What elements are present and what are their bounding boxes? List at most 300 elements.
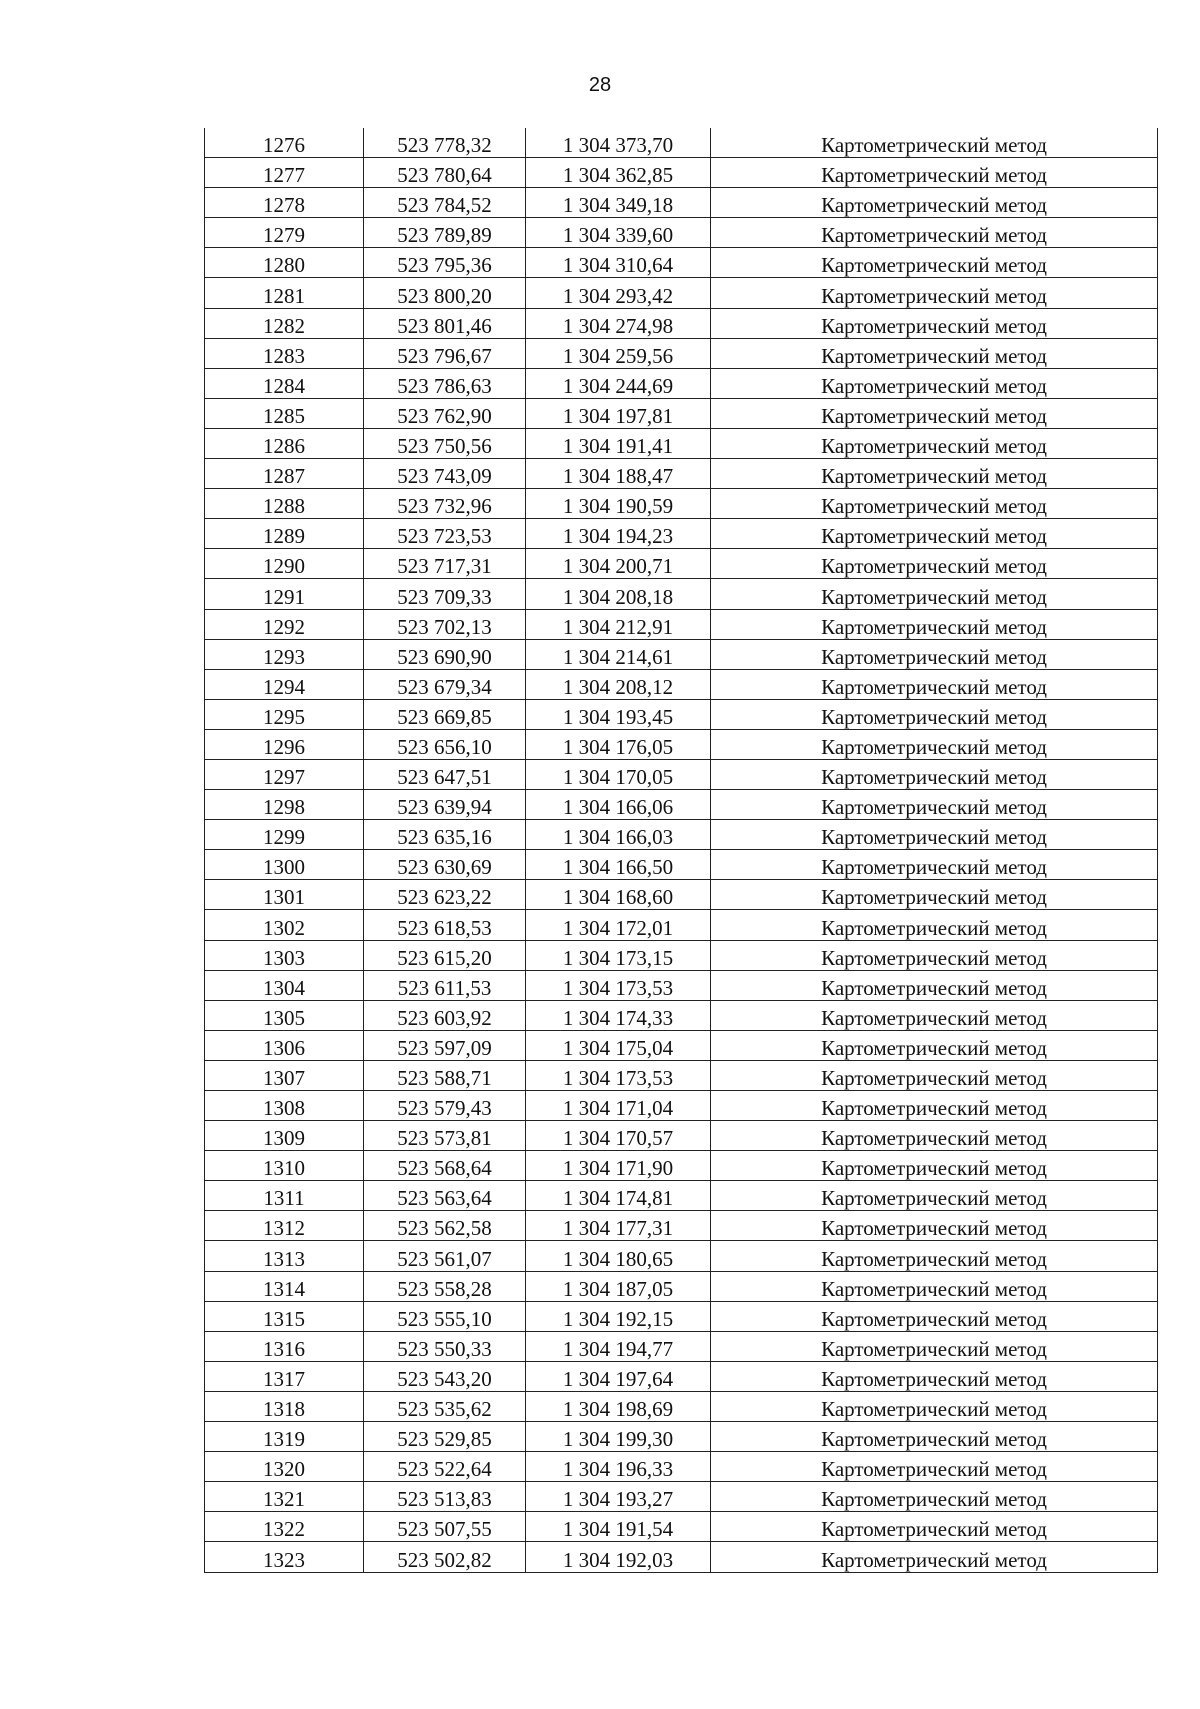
x-coordinate-text: 523 618,53 bbox=[397, 915, 492, 940]
point-number-text: 1305 bbox=[263, 1005, 305, 1030]
x-coordinate-text: 523 573,81 bbox=[397, 1126, 492, 1151]
x-coordinate-text: 523 732,96 bbox=[397, 494, 492, 519]
method-cell bbox=[711, 729, 1158, 759]
method-text: Картометрический метод bbox=[821, 1246, 1047, 1271]
y-coordinate-text: 1 304 214,61 bbox=[562, 644, 674, 669]
method-cell bbox=[711, 1030, 1158, 1060]
y-coordinate-text: 1 304 166,03 bbox=[562, 825, 674, 850]
point-number-text: 1298 bbox=[263, 795, 305, 820]
y-coordinate-text: 1 304 190,59 bbox=[562, 494, 674, 519]
x-coordinate-cell bbox=[364, 970, 526, 1000]
point-number-cell bbox=[205, 188, 364, 218]
y-coordinate-cell bbox=[526, 519, 711, 549]
table-row bbox=[205, 158, 1158, 188]
y-coordinate-cell bbox=[526, 308, 711, 338]
x-coordinate-cell bbox=[364, 579, 526, 609]
point-number-cell bbox=[205, 549, 364, 579]
table-row bbox=[205, 609, 1158, 639]
table-row bbox=[205, 729, 1158, 759]
method-text: Картометрический метод bbox=[821, 1487, 1047, 1512]
y-coordinate-cell bbox=[526, 1542, 711, 1572]
point-number-text: 1294 bbox=[263, 674, 305, 699]
y-coordinate-cell bbox=[526, 188, 711, 218]
point-number-text: 1284 bbox=[263, 373, 305, 398]
point-number-text: 1302 bbox=[263, 915, 305, 940]
method-cell bbox=[711, 1301, 1158, 1331]
point-number-cell bbox=[205, 428, 364, 458]
point-number-cell bbox=[205, 1091, 364, 1121]
x-coordinate-text: 523 579,43 bbox=[397, 1096, 492, 1121]
x-coordinate-text: 523 750,56 bbox=[397, 434, 492, 459]
point-number-cell bbox=[205, 489, 364, 519]
x-coordinate-cell bbox=[364, 1181, 526, 1211]
point-number-cell bbox=[205, 639, 364, 669]
point-number-cell bbox=[205, 1000, 364, 1030]
point-number-text: 1281 bbox=[263, 283, 305, 308]
method-text: Картометрический метод bbox=[821, 704, 1047, 729]
y-coordinate-text: 1 304 339,60 bbox=[562, 223, 674, 248]
y-coordinate-text: 1 304 193,45 bbox=[562, 704, 674, 729]
method-text: Картометрический метод bbox=[821, 1276, 1047, 1301]
y-coordinate-cell bbox=[526, 1211, 711, 1241]
y-coordinate-text: 1 304 362,85 bbox=[562, 163, 674, 188]
x-coordinate-text: 523 603,92 bbox=[397, 1005, 492, 1030]
x-coordinate-cell bbox=[364, 729, 526, 759]
point-number-text: 1280 bbox=[263, 253, 305, 278]
method-cell bbox=[711, 1391, 1158, 1421]
point-number-text: 1299 bbox=[263, 825, 305, 850]
y-coordinate-cell bbox=[526, 669, 711, 699]
table-row bbox=[205, 1301, 1158, 1331]
method-text: Картометрический метод bbox=[821, 133, 1047, 158]
point-number-text: 1314 bbox=[263, 1276, 305, 1301]
point-number-text: 1312 bbox=[263, 1216, 305, 1241]
method-text: Картометрический метод bbox=[821, 1336, 1047, 1361]
y-coordinate-text: 1 304 188,47 bbox=[562, 464, 674, 489]
method-cell bbox=[711, 820, 1158, 850]
y-coordinate-cell bbox=[526, 549, 711, 579]
x-coordinate-text: 523 743,09 bbox=[397, 464, 492, 489]
method-cell bbox=[711, 970, 1158, 1000]
x-coordinate-cell bbox=[364, 368, 526, 398]
method-cell bbox=[711, 1181, 1158, 1211]
table-row bbox=[205, 970, 1158, 1000]
method-text: Картометрический метод bbox=[821, 524, 1047, 549]
point-number-cell bbox=[205, 1512, 364, 1542]
y-coordinate-cell bbox=[526, 1512, 711, 1542]
method-text: Картометрический метод bbox=[821, 1005, 1047, 1030]
method-cell bbox=[711, 1512, 1158, 1542]
y-coordinate-cell bbox=[526, 759, 711, 789]
y-coordinate-text: 1 304 192,15 bbox=[562, 1306, 674, 1331]
x-coordinate-text: 523 635,16 bbox=[397, 825, 492, 850]
y-coordinate-cell bbox=[526, 278, 711, 308]
x-coordinate-text: 523 656,10 bbox=[397, 734, 492, 759]
x-coordinate-cell bbox=[364, 459, 526, 489]
x-coordinate-text: 523 535,62 bbox=[397, 1397, 492, 1422]
point-number-text: 1293 bbox=[263, 644, 305, 669]
y-coordinate-text: 1 304 196,33 bbox=[562, 1457, 674, 1482]
point-number-cell bbox=[205, 1301, 364, 1331]
point-number-text: 1300 bbox=[263, 855, 305, 880]
y-coordinate-text: 1 304 180,65 bbox=[562, 1246, 674, 1271]
method-text: Картометрический метод bbox=[821, 1126, 1047, 1151]
y-coordinate-cell bbox=[526, 218, 711, 248]
point-number-cell bbox=[205, 1361, 364, 1391]
table-row bbox=[205, 1091, 1158, 1121]
x-coordinate-cell bbox=[364, 1271, 526, 1301]
x-coordinate-text: 523 669,85 bbox=[397, 704, 492, 729]
method-text: Картометрический метод bbox=[821, 915, 1047, 940]
x-coordinate-text: 523 623,22 bbox=[397, 885, 492, 910]
method-text: Картометрический метод bbox=[821, 885, 1047, 910]
y-coordinate-cell bbox=[526, 1030, 711, 1060]
x-coordinate-text: 523 630,69 bbox=[397, 855, 492, 880]
x-coordinate-text: 523 780,64 bbox=[397, 163, 492, 188]
coordinates-table-body bbox=[205, 128, 1158, 1572]
method-cell bbox=[711, 1452, 1158, 1482]
point-number-cell bbox=[205, 970, 364, 1000]
x-coordinate-cell bbox=[364, 940, 526, 970]
y-coordinate-cell bbox=[526, 248, 711, 278]
x-coordinate-text: 523 562,58 bbox=[397, 1216, 492, 1241]
method-text: Картометрический метод bbox=[821, 1096, 1047, 1121]
y-coordinate-cell bbox=[526, 729, 711, 759]
method-cell bbox=[711, 428, 1158, 458]
y-coordinate-text: 1 304 173,53 bbox=[562, 975, 674, 1000]
y-coordinate-cell bbox=[526, 428, 711, 458]
y-coordinate-text: 1 304 293,42 bbox=[562, 283, 674, 308]
method-cell bbox=[711, 910, 1158, 940]
point-number-cell bbox=[205, 790, 364, 820]
y-coordinate-cell bbox=[526, 1060, 711, 1090]
y-coordinate-text: 1 304 208,18 bbox=[562, 584, 674, 609]
y-coordinate-cell bbox=[526, 1301, 711, 1331]
method-cell bbox=[711, 850, 1158, 880]
table-row bbox=[205, 940, 1158, 970]
y-coordinate-text: 1 304 197,64 bbox=[562, 1366, 674, 1391]
x-coordinate-cell bbox=[364, 398, 526, 428]
x-coordinate-cell bbox=[364, 669, 526, 699]
x-coordinate-cell bbox=[364, 1542, 526, 1572]
y-coordinate-cell bbox=[526, 1391, 711, 1421]
method-text: Картометрический метод bbox=[821, 283, 1047, 308]
y-coordinate-cell bbox=[526, 1181, 711, 1211]
method-text: Картометрический метод bbox=[821, 1186, 1047, 1211]
point-number-text: 1279 bbox=[263, 223, 305, 248]
y-coordinate-cell bbox=[526, 910, 711, 940]
x-coordinate-text: 523 709,33 bbox=[397, 584, 492, 609]
method-cell bbox=[711, 790, 1158, 820]
x-coordinate-text: 523 611,53 bbox=[397, 975, 492, 1000]
x-coordinate-cell bbox=[364, 699, 526, 729]
point-number-cell bbox=[205, 1151, 364, 1181]
x-coordinate-text: 523 801,46 bbox=[397, 313, 492, 338]
method-text: Картометрический метод bbox=[821, 975, 1047, 1000]
point-number-cell bbox=[205, 759, 364, 789]
point-number-text: 1317 bbox=[263, 1366, 305, 1391]
y-coordinate-cell bbox=[526, 579, 711, 609]
y-coordinate-text: 1 304 194,77 bbox=[562, 1336, 674, 1361]
y-coordinate-text: 1 304 192,03 bbox=[562, 1547, 674, 1572]
method-text: Картометрический метод bbox=[821, 253, 1047, 278]
point-number-cell bbox=[205, 459, 364, 489]
x-coordinate-cell bbox=[364, 1241, 526, 1271]
x-coordinate-cell bbox=[364, 1151, 526, 1181]
method-cell bbox=[711, 699, 1158, 729]
table-row bbox=[205, 1331, 1158, 1361]
x-coordinate-cell bbox=[364, 820, 526, 850]
method-cell bbox=[711, 188, 1158, 218]
y-coordinate-text: 1 304 166,50 bbox=[562, 855, 674, 880]
x-coordinate-cell bbox=[364, 1512, 526, 1542]
y-coordinate-text: 1 304 176,05 bbox=[562, 734, 674, 759]
point-number-text: 1304 bbox=[263, 975, 305, 1000]
point-number-cell bbox=[205, 1271, 364, 1301]
y-coordinate-cell bbox=[526, 639, 711, 669]
method-cell bbox=[711, 519, 1158, 549]
method-cell bbox=[711, 639, 1158, 669]
x-coordinate-text: 523 568,64 bbox=[397, 1156, 492, 1181]
y-coordinate-cell bbox=[526, 338, 711, 368]
y-coordinate-text: 1 304 174,81 bbox=[562, 1186, 674, 1211]
x-coordinate-text: 523 796,67 bbox=[397, 343, 492, 368]
table-row bbox=[205, 1000, 1158, 1030]
point-number-text: 1307 bbox=[263, 1066, 305, 1090]
point-number-cell bbox=[205, 910, 364, 940]
y-coordinate-text: 1 304 194,23 bbox=[562, 524, 674, 549]
method-text: Картометрический метод bbox=[821, 373, 1047, 398]
method-text: Картометрический метод bbox=[821, 825, 1047, 850]
y-coordinate-cell bbox=[526, 699, 711, 729]
x-coordinate-text: 523 778,32 bbox=[397, 133, 492, 158]
x-coordinate-cell bbox=[364, 850, 526, 880]
method-cell bbox=[711, 940, 1158, 970]
method-text: Картометрический метод bbox=[821, 1035, 1047, 1060]
y-coordinate-text: 1 304 373,70 bbox=[562, 133, 674, 158]
x-coordinate-cell bbox=[364, 1060, 526, 1090]
y-coordinate-text: 1 304 212,91 bbox=[562, 614, 674, 639]
y-coordinate-text: 1 304 175,04 bbox=[562, 1035, 674, 1060]
y-coordinate-text: 1 304 172,01 bbox=[562, 915, 674, 940]
y-coordinate-text: 1 304 198,69 bbox=[562, 1397, 674, 1422]
point-number-cell bbox=[205, 1452, 364, 1482]
method-cell bbox=[711, 489, 1158, 519]
point-number-cell bbox=[205, 1542, 364, 1572]
y-coordinate-text: 1 304 166,06 bbox=[562, 795, 674, 820]
x-coordinate-text: 523 789,89 bbox=[397, 223, 492, 248]
y-coordinate-text: 1 304 170,05 bbox=[562, 765, 674, 790]
x-coordinate-cell bbox=[364, 549, 526, 579]
y-coordinate-text: 1 304 171,90 bbox=[562, 1156, 674, 1181]
x-coordinate-cell bbox=[364, 308, 526, 338]
y-coordinate-cell bbox=[526, 850, 711, 880]
point-number-cell bbox=[205, 248, 364, 278]
method-cell bbox=[711, 1482, 1158, 1512]
x-coordinate-text: 523 800,20 bbox=[397, 283, 492, 308]
method-cell bbox=[711, 398, 1158, 428]
method-cell bbox=[711, 549, 1158, 579]
x-coordinate-text: 523 543,20 bbox=[397, 1366, 492, 1391]
point-number-text: 1303 bbox=[263, 945, 305, 970]
point-number-cell bbox=[205, 1121, 364, 1151]
point-number-cell bbox=[205, 1060, 364, 1090]
table-row bbox=[205, 1361, 1158, 1391]
x-coordinate-cell bbox=[364, 1030, 526, 1060]
point-number-cell bbox=[205, 1331, 364, 1361]
table-row bbox=[205, 188, 1158, 218]
point-number-cell bbox=[205, 218, 364, 248]
method-cell bbox=[711, 880, 1158, 910]
table-row bbox=[205, 549, 1158, 579]
table-row bbox=[205, 1151, 1158, 1181]
y-coordinate-text: 1 304 168,60 bbox=[562, 885, 674, 910]
x-coordinate-text: 523 702,13 bbox=[397, 614, 492, 639]
table-row bbox=[205, 1030, 1158, 1060]
method-text: Картометрический метод bbox=[821, 1427, 1047, 1452]
table-row bbox=[205, 759, 1158, 789]
method-text: Картометрический метод bbox=[821, 795, 1047, 820]
x-coordinate-cell bbox=[364, 1331, 526, 1361]
x-coordinate-text: 523 558,28 bbox=[397, 1276, 492, 1301]
x-coordinate-cell bbox=[364, 489, 526, 519]
method-cell bbox=[711, 128, 1158, 158]
method-text: Картометрический метод bbox=[821, 494, 1047, 519]
x-coordinate-text: 523 555,10 bbox=[397, 1306, 492, 1331]
x-coordinate-cell bbox=[364, 1391, 526, 1421]
y-coordinate-cell bbox=[526, 1241, 711, 1271]
y-coordinate-text: 1 304 191,54 bbox=[562, 1517, 674, 1542]
method-cell bbox=[711, 669, 1158, 699]
method-text: Картометрический метод bbox=[821, 1547, 1047, 1572]
y-coordinate-text: 1 304 171,04 bbox=[562, 1096, 674, 1121]
point-number-text: 1323 bbox=[263, 1547, 305, 1572]
method-text: Картометрический метод bbox=[821, 1216, 1047, 1241]
method-cell bbox=[711, 459, 1158, 489]
y-coordinate-cell bbox=[526, 820, 711, 850]
y-coordinate-cell bbox=[526, 940, 711, 970]
x-coordinate-cell bbox=[364, 158, 526, 188]
table-row bbox=[205, 128, 1158, 158]
table-row bbox=[205, 1542, 1158, 1572]
table-row bbox=[205, 1181, 1158, 1211]
method-cell bbox=[711, 1422, 1158, 1452]
point-number-cell bbox=[205, 1181, 364, 1211]
x-coordinate-cell bbox=[364, 759, 526, 789]
method-text: Картометрический метод bbox=[821, 403, 1047, 428]
y-coordinate-text: 1 304 200,71 bbox=[562, 554, 674, 579]
y-coordinate-cell bbox=[526, 158, 711, 188]
y-coordinate-text: 1 304 193,27 bbox=[562, 1487, 674, 1512]
table-row bbox=[205, 218, 1158, 248]
point-number-cell bbox=[205, 128, 364, 158]
x-coordinate-text: 523 507,55 bbox=[397, 1517, 492, 1542]
method-text: Картометрический метод bbox=[821, 1066, 1047, 1090]
y-coordinate-text: 1 304 310,64 bbox=[562, 253, 674, 278]
table-row bbox=[205, 1241, 1158, 1271]
x-coordinate-text: 523 647,51 bbox=[397, 765, 492, 790]
y-coordinate-cell bbox=[526, 1361, 711, 1391]
table-row bbox=[205, 1422, 1158, 1452]
table-row bbox=[205, 880, 1158, 910]
y-coordinate-cell bbox=[526, 1452, 711, 1482]
x-coordinate-text: 523 615,20 bbox=[397, 945, 492, 970]
method-text: Картометрический метод bbox=[821, 734, 1047, 759]
x-coordinate-text: 523 679,34 bbox=[397, 674, 492, 699]
table-row bbox=[205, 1271, 1158, 1301]
method-text: Картометрический метод bbox=[821, 163, 1047, 188]
point-number-cell bbox=[205, 338, 364, 368]
y-coordinate-text: 1 304 177,31 bbox=[562, 1216, 674, 1241]
table-row bbox=[205, 1482, 1158, 1512]
x-coordinate-cell bbox=[364, 338, 526, 368]
y-coordinate-cell bbox=[526, 1151, 711, 1181]
y-coordinate-cell bbox=[526, 398, 711, 428]
method-cell bbox=[711, 1060, 1158, 1090]
y-coordinate-text: 1 304 173,53 bbox=[562, 1066, 674, 1090]
method-cell bbox=[711, 759, 1158, 789]
y-coordinate-cell bbox=[526, 1331, 711, 1361]
y-coordinate-cell bbox=[526, 368, 711, 398]
point-number-text: 1283 bbox=[263, 343, 305, 368]
y-coordinate-cell bbox=[526, 1121, 711, 1151]
y-coordinate-cell bbox=[526, 970, 711, 1000]
x-coordinate-text: 523 762,90 bbox=[397, 403, 492, 428]
method-cell bbox=[711, 1271, 1158, 1301]
x-coordinate-cell bbox=[364, 248, 526, 278]
x-coordinate-text: 523 717,31 bbox=[397, 554, 492, 579]
point-number-text: 1295 bbox=[263, 704, 305, 729]
method-cell bbox=[711, 1091, 1158, 1121]
point-number-cell bbox=[205, 940, 364, 970]
point-number-text: 1286 bbox=[263, 434, 305, 459]
method-cell bbox=[711, 1151, 1158, 1181]
method-text: Картометрический метод bbox=[821, 945, 1047, 970]
point-number-text: 1319 bbox=[263, 1427, 305, 1452]
y-coordinate-cell bbox=[526, 609, 711, 639]
method-text: Картометрический метод bbox=[821, 313, 1047, 338]
y-coordinate-cell bbox=[526, 489, 711, 519]
y-coordinate-cell bbox=[526, 128, 711, 158]
table-row bbox=[205, 398, 1158, 428]
y-coordinate-cell bbox=[526, 1271, 711, 1301]
y-coordinate-cell bbox=[526, 459, 711, 489]
point-number-text: 1308 bbox=[263, 1096, 305, 1121]
method-cell bbox=[711, 1331, 1158, 1361]
method-cell bbox=[711, 579, 1158, 609]
point-number-cell bbox=[205, 579, 364, 609]
point-number-cell bbox=[205, 850, 364, 880]
method-text: Картометрический метод bbox=[821, 644, 1047, 669]
method-text: Картометрический метод bbox=[821, 554, 1047, 579]
point-number-cell bbox=[205, 308, 364, 338]
point-number-text: 1313 bbox=[263, 1246, 305, 1271]
table-row bbox=[205, 1452, 1158, 1482]
point-number-cell bbox=[205, 519, 364, 549]
x-coordinate-cell bbox=[364, 1211, 526, 1241]
table-row bbox=[205, 428, 1158, 458]
table-row bbox=[205, 579, 1158, 609]
point-number-text: 1320 bbox=[263, 1457, 305, 1482]
point-number-cell bbox=[205, 669, 364, 699]
y-coordinate-text: 1 304 197,81 bbox=[562, 403, 674, 428]
x-coordinate-cell bbox=[364, 1422, 526, 1452]
point-number-text: 1296 bbox=[263, 734, 305, 759]
point-number-cell bbox=[205, 880, 364, 910]
method-text: Картометрический метод bbox=[821, 464, 1047, 489]
point-number-cell bbox=[205, 609, 364, 639]
point-number-text: 1318 bbox=[263, 1397, 305, 1422]
